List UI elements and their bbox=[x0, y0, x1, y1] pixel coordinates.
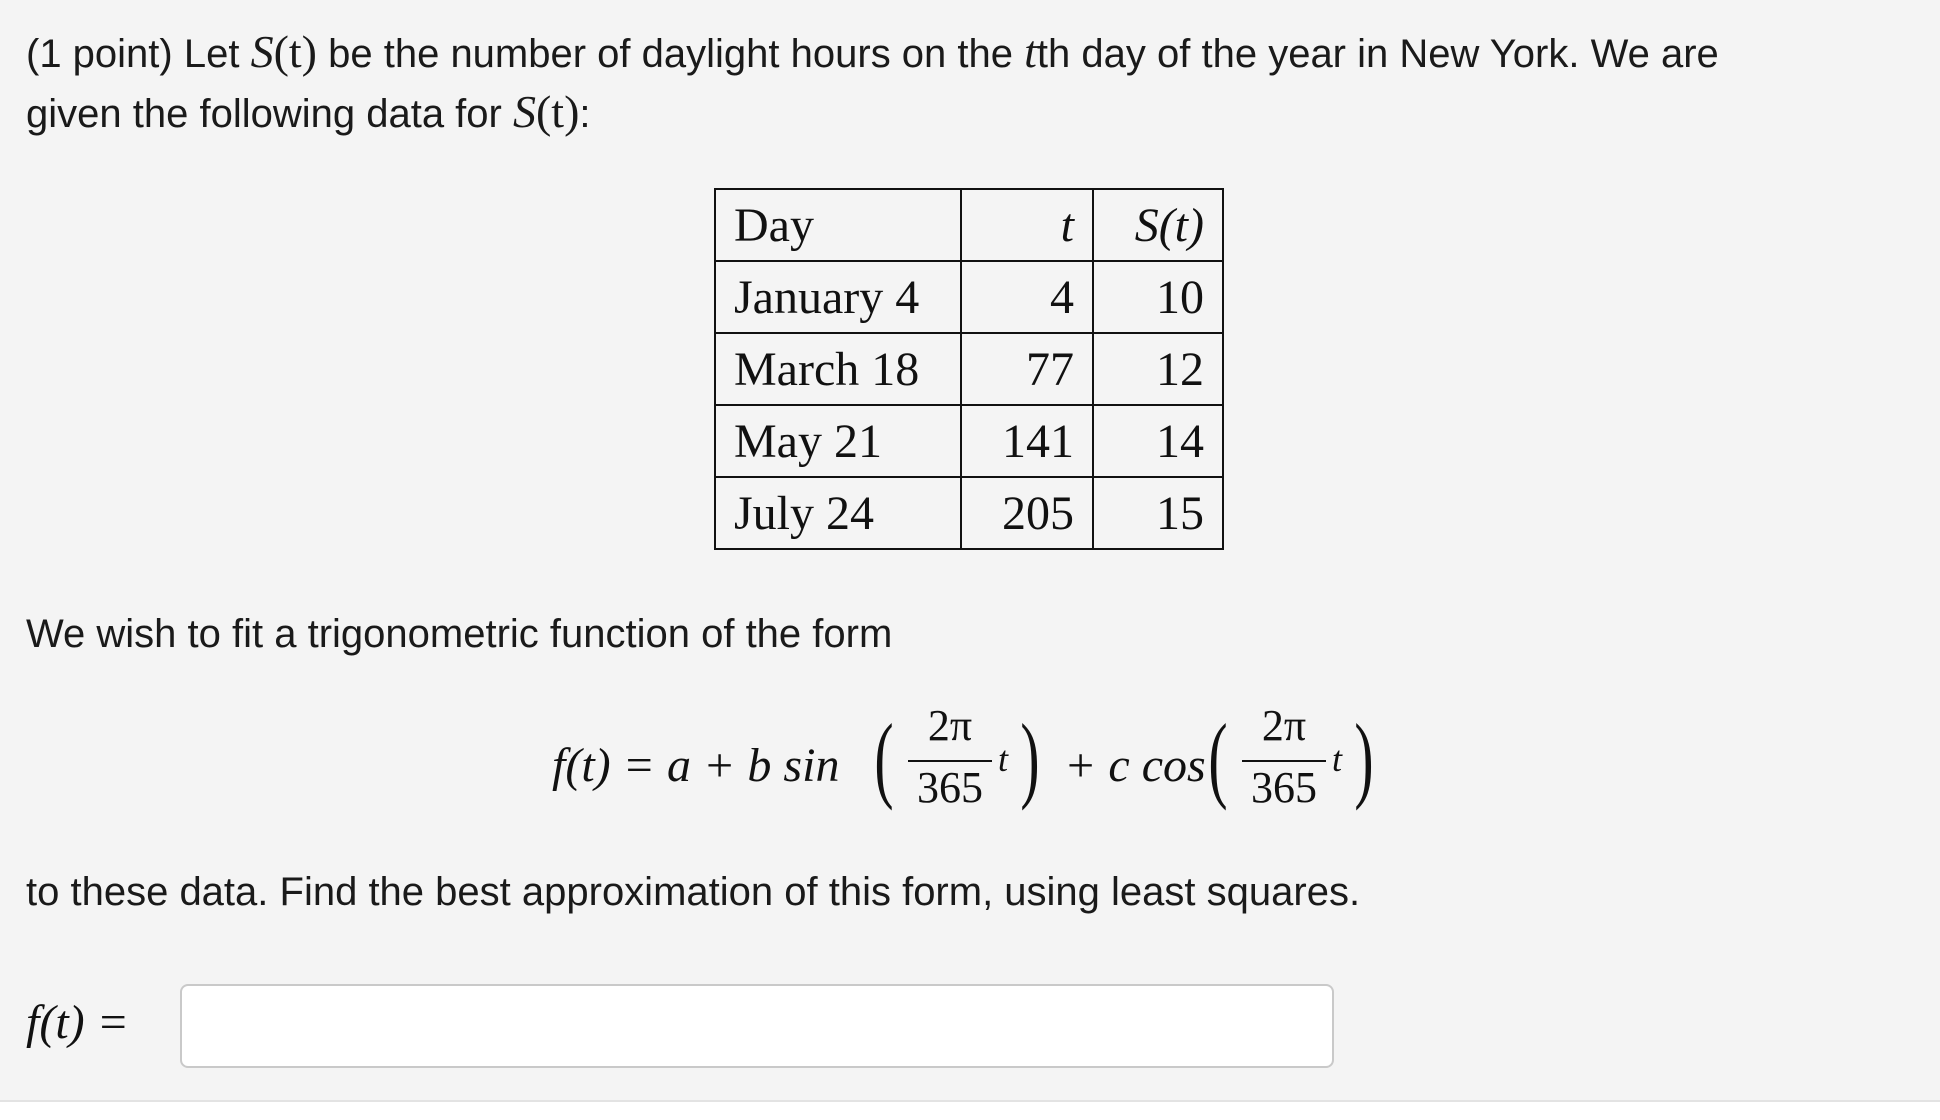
formula-paren-close-2: ) bbox=[1354, 704, 1374, 811]
formula-den-2: 365 bbox=[1251, 763, 1317, 812]
intro-mid: be the number of daylight hours on the bbox=[317, 32, 1025, 76]
answer-label: f(t) = bbox=[26, 996, 130, 1049]
header-t: t bbox=[961, 189, 1093, 261]
intro-tvar: t bbox=[1024, 26, 1037, 77]
cell-s: 10 bbox=[1093, 261, 1223, 333]
fit-formula bbox=[552, 690, 1412, 840]
formula-t-1: t bbox=[998, 739, 1009, 779]
fit-text: We wish to fit a trigonometric function of the form bbox=[26, 612, 893, 656]
cell-s: 14 bbox=[1093, 405, 1223, 477]
cell-t: 4 bbox=[961, 261, 1093, 333]
intro-line2-prefix: given the following data for bbox=[26, 92, 513, 136]
intro-line-2 bbox=[26, 82, 591, 144]
intro-arg: (t) bbox=[273, 26, 317, 77]
data-table bbox=[714, 188, 1224, 550]
intro-line2-func: S bbox=[512, 86, 536, 137]
cell-day: May 21 bbox=[715, 405, 961, 477]
header-s: S(t) bbox=[1093, 189, 1223, 261]
table-header-row bbox=[715, 189, 1223, 261]
formula-mid: + c cos bbox=[1064, 739, 1206, 792]
table-row bbox=[715, 405, 1223, 477]
intro-line2-suffix: : bbox=[579, 92, 591, 136]
cell-t: 77 bbox=[961, 333, 1093, 405]
cell-day: July 24 bbox=[715, 477, 961, 549]
cell-s: 12 bbox=[1093, 333, 1223, 405]
instruction-text: to these data. Find the best approximation of this form, using least squares. bbox=[26, 870, 1361, 914]
intro-suffix: th day of the year in New York. We are bbox=[1036, 32, 1719, 76]
intro-func: S bbox=[250, 26, 274, 77]
cell-t: 205 bbox=[961, 477, 1093, 549]
formula-paren-open-2: ( bbox=[1208, 704, 1228, 811]
cell-day: March 18 bbox=[715, 333, 961, 405]
intro-line-1 bbox=[26, 22, 1719, 84]
answer-input[interactable] bbox=[180, 984, 1334, 1068]
formula-t-2: t bbox=[1332, 739, 1343, 779]
formula-paren-open-1: ( bbox=[874, 704, 894, 811]
formula-den-1: 365 bbox=[917, 763, 983, 812]
table-row bbox=[715, 261, 1223, 333]
cell-day: January 4 bbox=[715, 261, 961, 333]
cell-s: 15 bbox=[1093, 477, 1223, 549]
table-row bbox=[715, 333, 1223, 405]
table-row bbox=[715, 477, 1223, 549]
formula-paren-close-1: ) bbox=[1020, 704, 1040, 811]
cell-t: 141 bbox=[961, 405, 1093, 477]
intro-prefix: (1 point) Let bbox=[26, 32, 251, 76]
formula-num-1: 2π bbox=[927, 701, 973, 750]
formula-num-2: 2π bbox=[1261, 701, 1307, 750]
intro-line2-arg: (t) bbox=[535, 86, 580, 137]
formula-lhs: f(t) = a + b sin bbox=[552, 739, 840, 792]
header-day: Day bbox=[715, 189, 961, 261]
